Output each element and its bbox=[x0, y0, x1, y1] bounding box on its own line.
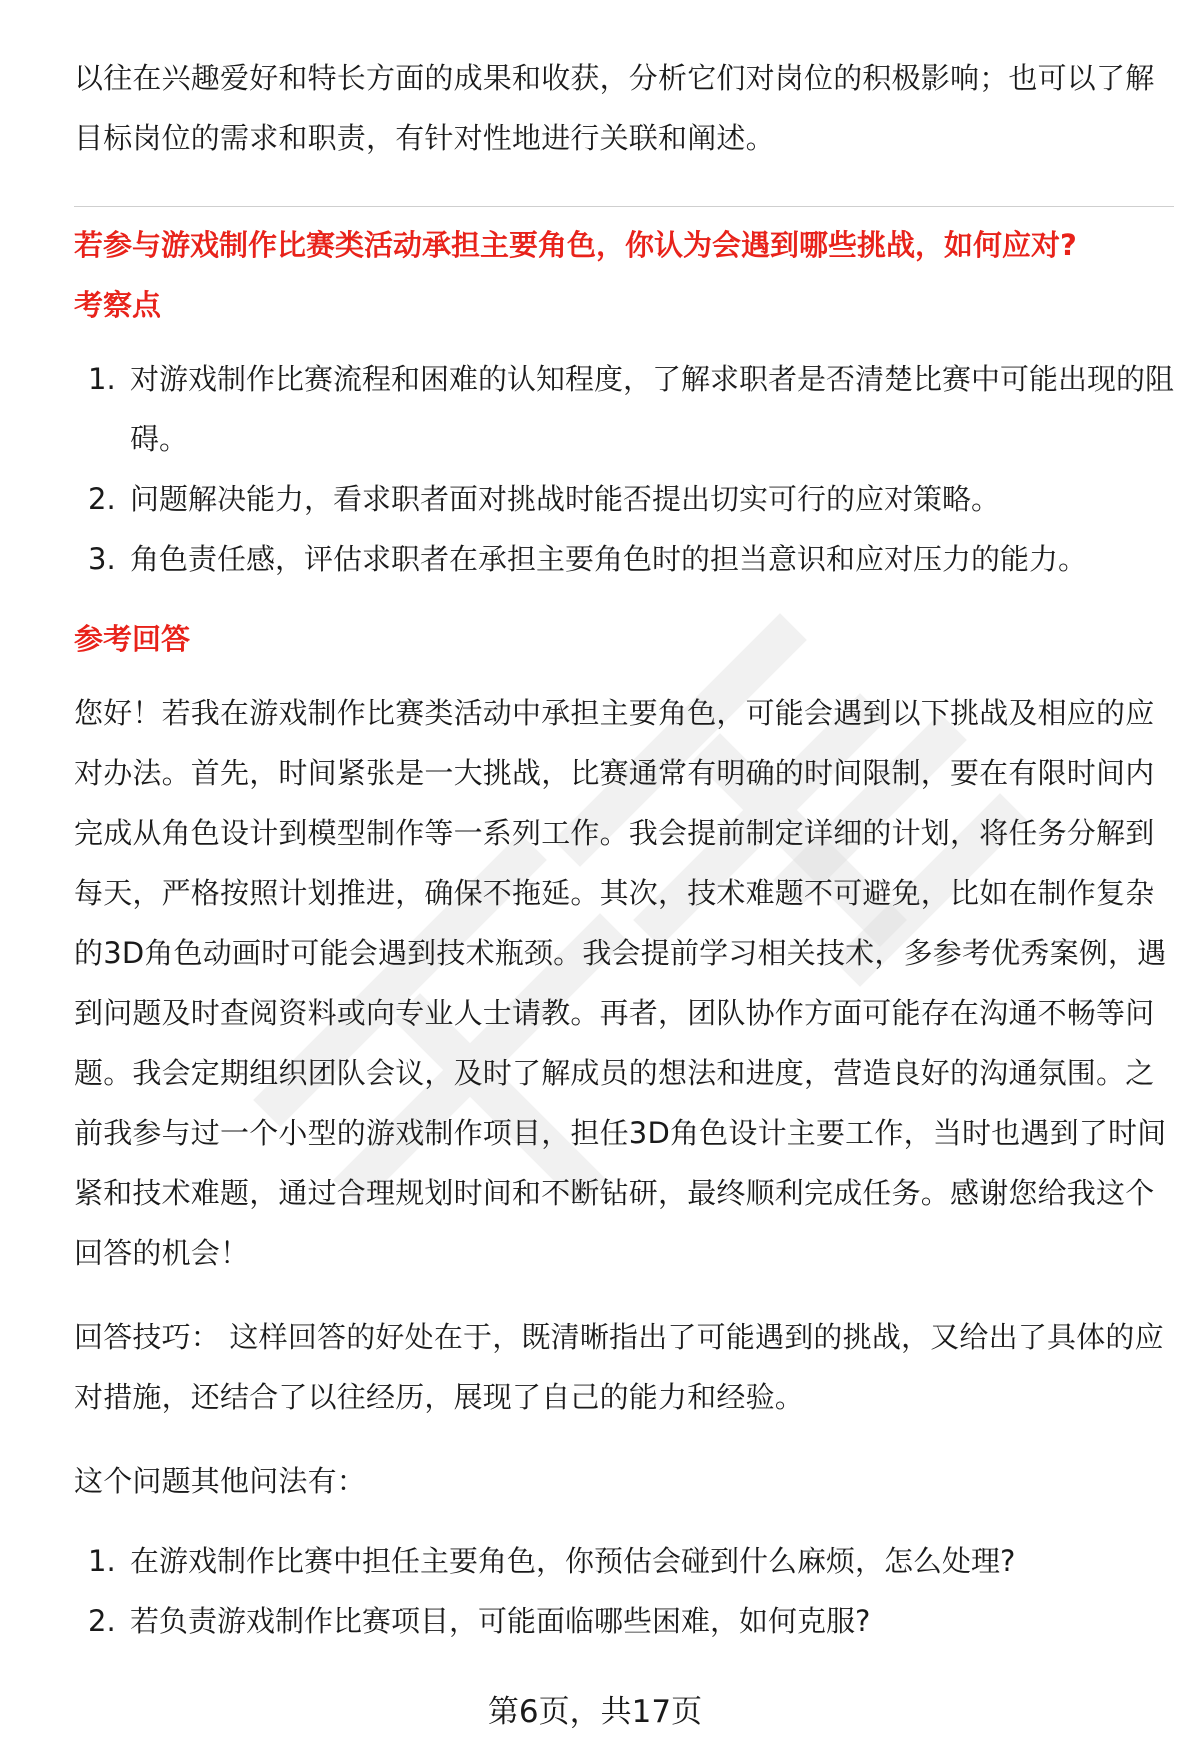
list-item bbox=[74, 1591, 1174, 1651]
list-item-text: 在游戏制作比赛中担任主要角色，你预估会碰到什么麻烦，怎么处理? bbox=[130, 1544, 1016, 1578]
intro-paragraph: 以往在兴趣爱好和特长方面的成果和收获，分析它们对岗位的积极影响；也可以了解目标岗位的需求和职责，有针对性地进行关联和阐述。 bbox=[74, 61, 1155, 155]
list-item-text: 若负责游戏制作比赛项目，可能面临哪些困难，如何克服? bbox=[130, 1604, 871, 1638]
list-item-text: 角色责任感，评估求职者在承担主要角色时的担当意识和应对压力的能力。 bbox=[130, 542, 1088, 576]
section-divider bbox=[74, 206, 1174, 207]
list-item-text: 对游戏制作比赛流程和困难的认知程度，了解求职者是否清楚比赛中可能出现的阻碍。 bbox=[130, 362, 1175, 456]
document-content bbox=[74, 48, 1174, 1651]
points-label: 考察点 bbox=[74, 288, 162, 322]
list-item bbox=[74, 469, 1174, 529]
list-item-number: 3. bbox=[88, 542, 116, 576]
list-item-number: 2. bbox=[88, 1604, 116, 1638]
list-item bbox=[74, 529, 1174, 589]
list-item-number: 2. bbox=[88, 482, 116, 516]
alt-questions-title: 这个问题其他问法有： bbox=[74, 1464, 367, 1498]
assessment-points-list bbox=[74, 349, 1174, 589]
list-item-number: 1. bbox=[88, 1544, 116, 1578]
list-item-number: 1. bbox=[88, 362, 116, 396]
question-heading: 若参与游戏制作比赛类活动承担主要角色，你认为会遇到哪些挑战，如何应对? bbox=[74, 228, 1077, 262]
alt-questions-list bbox=[74, 1531, 1174, 1651]
page-footer: 第6页，共17页 bbox=[487, 1694, 703, 1730]
answer-paragraph: 您好！若我在游戏制作比赛类活动中承担主要角色，可能会遇到以下挑战及相应的应对办法。首先，时间紧张是一大挑战，比赛通常有明确的时间限制，要在有限时间内完成从角色设计到模型制作等一系列工作。我会提前制定详细的计划，将任务分解到每天，严格按照计划推进，确保不拖延。其次，技术难题不可避免，比如在制作复杂的3D角色动画时可能会遇到技术瓶颈。我会提前学习相关技术，多参考优秀案例，遇到问题及时查阅资料或向专业人士请教。再者，团队协作方面可能存在沟通不畅等问题。我会定期组织团队会议，及时了解成员的想法和进度，营造良好的沟通氛围。之前我参与过一个小型的游戏制作项目，担任3D角色设计主要工作，当时也遇到了时间紧和技术难题，通过合理规划时间和不断钻研，最终顺利完成任务。感谢您给我这个回答的机会！ bbox=[74, 696, 1167, 1270]
answer-label: 参考回答 bbox=[74, 622, 191, 656]
tip-paragraph: 回答技巧： 这样回答的好处在于，既清晰指出了可能遇到的挑战，又给出了具体的应对措施，还结合了以往经历，展现了自己的能力和经验。 bbox=[74, 1320, 1164, 1414]
list-item bbox=[74, 349, 1174, 469]
list-item-text: 问题解决能力，看求职者面对挑战时能否提出切实可行的应对策略。 bbox=[130, 482, 1001, 516]
list-item bbox=[74, 1531, 1174, 1591]
